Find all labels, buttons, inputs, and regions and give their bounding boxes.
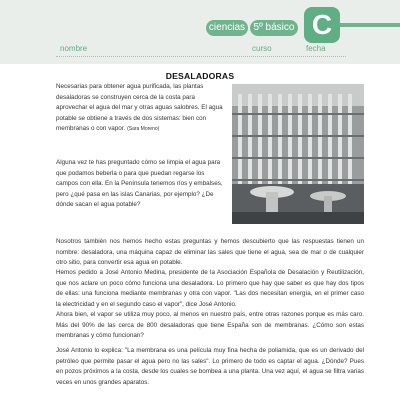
name-field-label: nombre bbox=[60, 44, 88, 53]
body-paragraph-3: Ahora bien, el vapor se utiliza muy poco, al menos en nuestro país, entre otras razones porque es más caro. Más del 90% de las cerca de 800 desaladoras que tiene España son de membranas. ¿Cómo son estas membranas y cómo funcionan? bbox=[56, 311, 364, 340]
photo-credit: (Sara Moreno) bbox=[127, 126, 160, 133]
question-paragraph: Alguna vez te has preguntado cómo se limpia el agua para que podamos beberla o para que puedan regarse los campos con ella. En la Península tenemos ríos y embalses, pero ¿qué pasa en las islas Canarias, por ejemplo? ¿De dónde sacan el agua potable? bbox=[56, 159, 223, 209]
body-paragraph-1: Nosotros también nos hemos hecho estas preguntas y hemos descubierto que las respuestas tienen un nombre: desaladora, una máquina capaz de eliminar las sales que tiene el agua, sea de mar o de cualquier otro sitio, para convertir esa agua en potable. bbox=[56, 238, 364, 267]
subject-pill: ciencias bbox=[206, 20, 248, 36]
student-fields bbox=[56, 42, 346, 57]
intro-text: Necesarias para obtener agua purificada, las plantas desaladoras se construyen cerca de la costa para aprovechar el agua del mar y otras aguas salobres. El agua potable se obtiene a través de dos sistemas: bien con membranas o con vapor. bbox=[56, 83, 223, 133]
course-field-label: curso bbox=[252, 44, 272, 53]
date-field-label: fecha bbox=[306, 44, 326, 53]
desalination-plant-photo bbox=[232, 84, 364, 224]
body-paragraph-2: Hemos pedido a José Antonio Medina, presidente de la Asociación Española de Desalación y Reutilización, que nos aclare un poco cómo funciona una desaladora. Lo primero que hay que saber es que hay dos tipos de ellas: una funciona mediante membranas y otra con vapor. "Las dos necesitan energía, en el primer caso la electricidad y en el segundo caso el vapor", dice José Antonio. bbox=[56, 269, 364, 308]
intro-paragraph bbox=[56, 82, 226, 135]
body-paragraph-4: José Antonio lo explica: "La membrana es una película muy fina hecha de poliamida, que es un derivado del petróleo que permite pasar el agua pero no las sales". Lo primero de todo es captar el agua. ¿Dónde? Pues en pozos próximos a la costa, desde los cuales se bombea a una planta. Una vez aquí, el agua se filtra varias veces en unos grandes aparatos. bbox=[56, 347, 364, 386]
article-title: DESALADORAS bbox=[165, 71, 235, 81]
subject-letter-badge: C bbox=[304, 7, 340, 43]
grade-pill: 5º básico bbox=[250, 20, 298, 36]
header-accent-bar bbox=[340, 23, 400, 27]
